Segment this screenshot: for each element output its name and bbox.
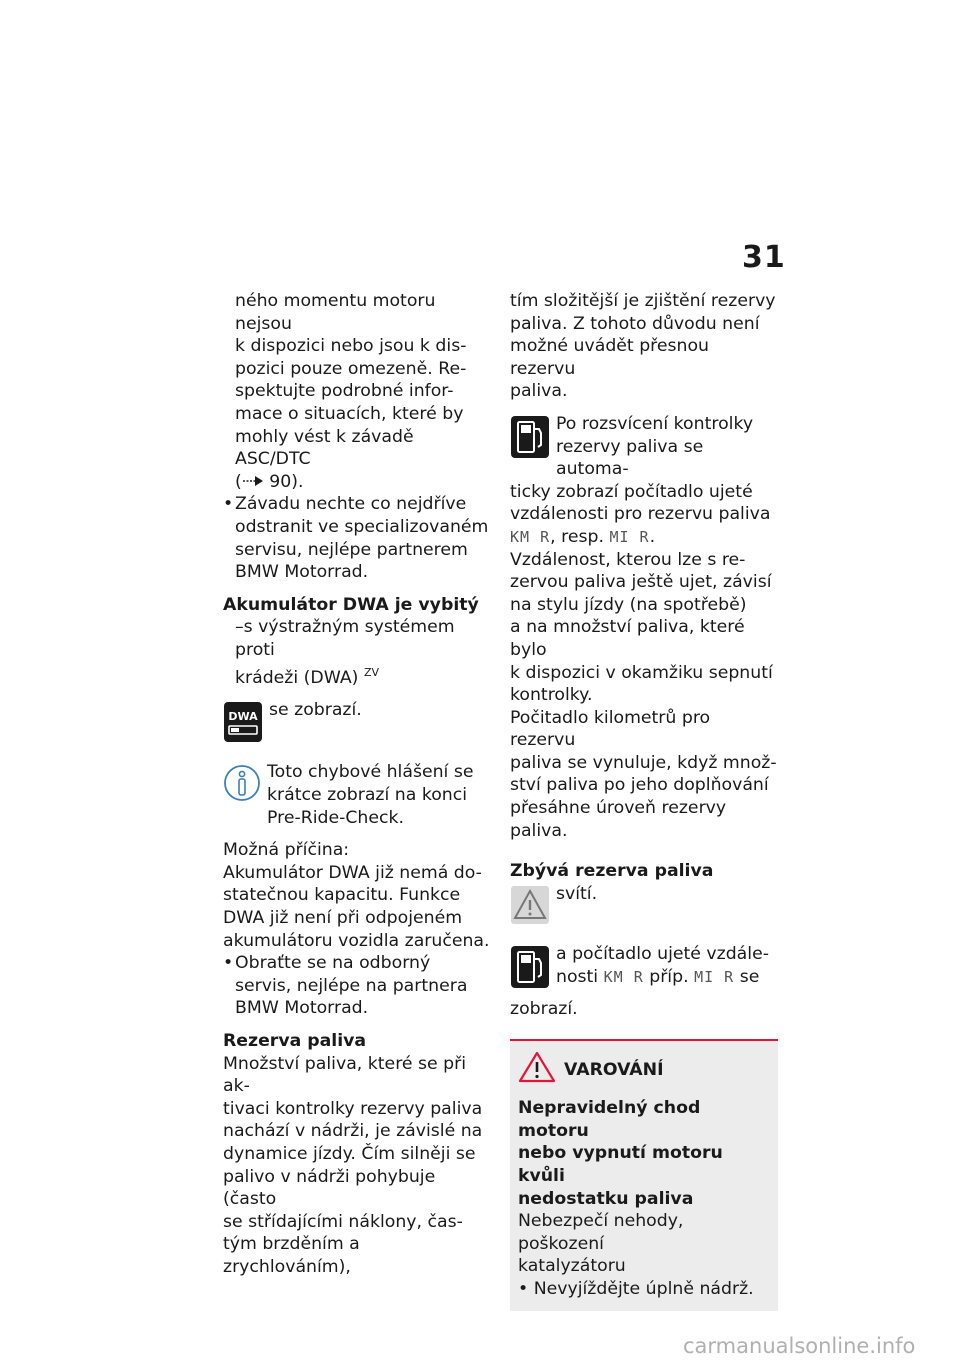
warning-triangle-red-icon	[518, 1051, 556, 1090]
heading-remaining-reserve: Zbývá rezerva paliva	[510, 861, 714, 882]
general-warning-row: svítí.	[510, 883, 778, 934]
mi-r-display: MI R	[609, 527, 650, 546]
left-column	[223, 290, 491, 1279]
bullet-repair: • Závadu nechte co nejdříve odstranit ve specializovaném servisu, nejlépe partnerem BMW Motorrad.	[223, 493, 491, 583]
paragraph-asc-dtc: ného momentu motoru nejsou k dispozici nebo jsou k dis- pozici pouze omezeně. Re- spektujte podrobné infor- mace o situacích, které by mohly vést k závadě ASC/DTC ( 90).	[235, 291, 467, 492]
heading-fuel-reserve: Rezerva paliva	[223, 1030, 367, 1051]
bullet-service: • Obraťte se na odborný servis, nejlépe na partnera BMW Motorrad.	[223, 952, 491, 1020]
fuel-pump-icon	[510, 415, 550, 466]
paragraph-fuel-reserve: Množství paliva, které se při ak- tivaci kontrolky rezervy paliva nachází v nádrži, je závislé na dynamice jízdy. Čím silněji se palivo v nádrži pohybuje (často se střídajícími náklony, čas- tým brzděním a zrychlováním),	[223, 1053, 483, 1277]
fuel-reserve-note: Po rozsvícení kontrolky rezervy paliva se automa- ticky zobrazí počítadlo ujeté vzdálenosti pro rezervu paliva KM R, resp. MI R.	[510, 413, 771, 547]
paragraph-cause: Možná příčina: Akumulátor DWA již nemá do- statečnou kapacitu. Funkce DWA již není při odpojeném akumulátoru vozidla zaručena.	[223, 840, 490, 951]
page-ref[interactable]: 90).	[269, 471, 304, 492]
right-column	[510, 290, 778, 1311]
page-number: 31	[742, 240, 786, 275]
dwa-display-row: DWA se zobrazí.	[223, 699, 491, 752]
km-r-display: KM R	[510, 527, 551, 546]
paragraph-continued: tím složitější je zjištění rezervy paliva. Z tohoto důvodu není možné uvádět přesnou rezervu paliva.	[510, 291, 776, 402]
svg-text:DWA: DWA	[228, 709, 258, 723]
fuel-pump-icon-2	[510, 945, 550, 996]
paragraph-distance: Vzdálenost, kterou lze s re- zervou paliva ještě ujet, závisí na stylu jízdy (na spotřebě) a na množství paliva, které bylo k dispozici v okamžiku sepnutí kontrolky. Počitadlo kilometrů pro rezervu paliva se vynuluje, když množ- ství paliva po jeho doplňování přesáhne úroveň rezervy paliva.	[510, 549, 777, 841]
dwa-battery-icon	[223, 701, 263, 750]
watermark: carmanualsonline.info	[683, 1334, 916, 1358]
info-note: Toto chybové hlášení se krátce zobrazí na konci Pre-Ride-Check.	[223, 761, 491, 829]
warning-triangle-icon	[510, 885, 550, 932]
warning-box: VAROVÁNÍ Nepravidelný chod motoru nebo vypnutí motoru kvůli nedostatku paliva Nebezpečí nehody, poškození katalyzátoru • Nevyjíždějte úplně nádrž.	[510, 1039, 778, 1311]
heading-dwa: Akumulátor DWA je vybitý	[223, 594, 479, 615]
fuel-counter-row: a počítadlo ujeté vzdále- nosti KM R příp. MI R se zobrazí.	[510, 944, 769, 1020]
dash-item-dwa: –s výstražným systémem proti krádeži (DWA) $^{ZV}$	[235, 617, 455, 688]
arrow-ref-icon	[242, 472, 264, 492]
warning-title: VAROVÁNÍ	[518, 1051, 770, 1090]
info-icon	[223, 763, 261, 810]
